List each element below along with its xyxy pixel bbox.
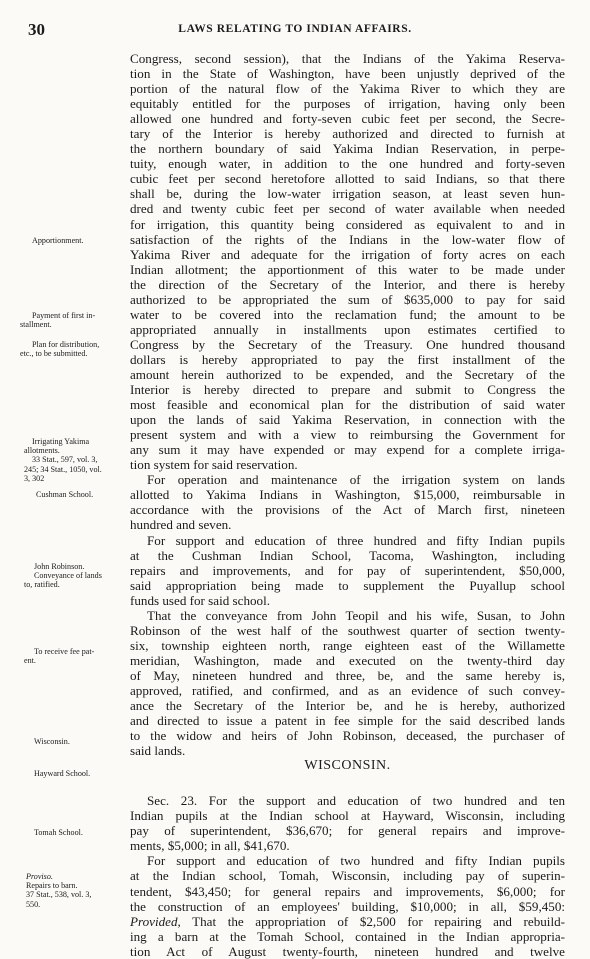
section-heading: WISCONSIN. xyxy=(304,758,391,774)
text-line: upon the lands of said Yakima Reservation, in connection with the xyxy=(130,412,565,428)
margin-note-hayward xyxy=(34,769,90,778)
text-line: approved, ratified, and confirmed, and as an evidence of such convey- xyxy=(130,682,565,698)
text-line: shall be, during the low-water irrigation season, at least seven hun- xyxy=(130,186,565,202)
text-line: cubic feet per second heretofore allotted to said Indians, so that there xyxy=(130,171,565,187)
text-line: the northern boundary of said Yakima Indian Reservation, in perpe- xyxy=(130,141,565,157)
text-line: accordance with the provisions of the Act of March first, nineteen xyxy=(130,502,565,518)
margin-note-line: Conveyance of lands xyxy=(34,571,102,581)
margin-note-fee-patent xyxy=(24,647,124,665)
margin-note-irrigating xyxy=(24,437,124,483)
text-line: dollars is hereby appropriated to pay the first installment of the xyxy=(130,351,565,367)
margin-note-apportionment xyxy=(32,236,83,245)
text-line: appropriated annually in installments upon estimates certified to xyxy=(130,321,565,337)
text-line: For support and education of two hundred and fifty Indian pupils xyxy=(147,853,565,869)
text-line: Yakima River and adequate for the irrigation of forty acres on each xyxy=(130,246,565,262)
text-line: at the Indian school, Tomah, Wisconsin, including pay of superin- xyxy=(130,868,565,884)
text-line: hundred and seven. xyxy=(130,517,232,533)
text-line: tion system for said reservation. xyxy=(130,457,298,473)
margin-note-line: Proviso. xyxy=(26,872,53,881)
text-line: ance the Secretary of the Interior be, and he is hereby, authorized xyxy=(130,698,565,714)
margin-note-robinson xyxy=(24,562,124,590)
text-line: tuity, enough water, in addition to the one hundred and forty-seven xyxy=(130,156,565,172)
text-line: Provided, That the appropriation of $2,500 for repairing and rebuild- xyxy=(130,913,565,929)
text-line: of May, nineteen hundred and three, be, and the same hereby is, xyxy=(130,667,565,683)
text-line: Indian pupils at the Indian school at Hayward, Wisconsin, including xyxy=(130,808,565,824)
margin-note-line: 3, 302 xyxy=(24,473,45,483)
text-line: meridian, Washington, made and executed on the twenty-third day xyxy=(130,652,565,668)
text-line: allowed one hundred and forty-seven cubic feet per second, the Secre- xyxy=(130,111,565,127)
text-line: repairs and improvements, and for pay of superintendent, $50,000, xyxy=(130,562,565,578)
text-line: For support and education of three hundred and fifty Indian pupils xyxy=(147,532,565,548)
margin-note-line: Payment of first in- xyxy=(32,311,96,320)
margin-note-line: To receive fee pat- xyxy=(34,647,95,656)
text-line: ing a barn at the Tomah School, contained in the Indian appropria- xyxy=(130,928,565,944)
margin-note-line: 245; 34 Stat., 1050, vol. xyxy=(24,464,102,474)
margin-note-line: Wisconsin. xyxy=(34,737,70,746)
text-line: Interior is hereby directed to prepare and submit to Congress the xyxy=(130,382,565,398)
text-line: tary of the Interior is hereby authorized and directed to furnish at xyxy=(130,126,565,142)
text-line: satisfaction of the rights of the Indians in the low-water flow of xyxy=(130,231,565,247)
text-line: to the widow and heirs of John Robinson, deceased, the purchaser of xyxy=(130,728,565,744)
margin-note-line: Plan for distribution, xyxy=(32,340,100,349)
text-line: said lands. xyxy=(130,743,186,759)
text-line: amount herein authorized to be expended, and the Secretary of the xyxy=(130,366,565,382)
page-header xyxy=(0,20,590,40)
margin-note-line: Repairs to barn. xyxy=(26,881,78,891)
margin-note-line: Tomah School. xyxy=(34,828,83,837)
text-line: allotted to Yakima Indians in Washington, $15,000, reimbursable in xyxy=(130,487,565,503)
text-line: six, township eighteen north, range eighteen east of the Willamette xyxy=(130,637,565,653)
text-line: any sum it may have expended or may expend for a complete irriga- xyxy=(130,442,565,458)
margin-note-line: Irrigating Yakima xyxy=(32,437,90,446)
text-line: authorized to be appropriated the sum of $635,000 to pay for said xyxy=(130,291,565,307)
text-line: and directed to issue a patent in fee simple for the said described lands xyxy=(130,713,565,729)
running-title: LAWS RELATING TO INDIAN AFFAIRS. xyxy=(178,23,412,35)
text-line: tion in the State of Washington, have been unjustly deprived of the xyxy=(130,66,565,82)
text-line: Sec. 23. For the support and education of two hundred and ten xyxy=(147,793,565,809)
text-line: Robinson of the west half of the southwest quarter of section twenty- xyxy=(130,622,565,638)
margin-note-line: Cushman School. xyxy=(36,490,94,499)
text-line: for irrigation, this quantity being considered as equivalent to and in xyxy=(130,216,565,232)
text-line: the direction of the Secretary of the Interior, and there is hereby xyxy=(130,276,565,292)
margin-note-line: Apportionment. xyxy=(32,236,84,245)
text-line: at the Cushman Indian School, Tacoma, Washington, including xyxy=(130,547,565,563)
margin-note-line: etc., to be submitted. xyxy=(20,349,88,359)
text-line: Indian allotment; the apportionment of this water to be made under xyxy=(130,261,565,277)
margin-note-line: Hayward School. xyxy=(34,769,91,778)
text-line: tion Act of August twenty-fourth, nineteen hundred and twelve xyxy=(130,943,565,959)
text-line: pay of superintendent, $36,670; for general repairs and improve- xyxy=(130,823,565,839)
text-line: present system and with a view to reimbursing the Government for xyxy=(130,427,565,443)
text-line xyxy=(130,773,565,793)
text-line: water to be covered into the reclamation fund; the amount to be xyxy=(130,306,565,322)
text-line: dred and twenty cubic feet per second of water available when needed xyxy=(130,201,565,217)
page-number: 30 xyxy=(28,20,45,39)
text-line: ments, $5,000; in all, $41,670. xyxy=(130,838,290,854)
margin-note-line: John Robinson. xyxy=(34,562,85,571)
text-line: For operation and maintenance of the irrigation system on lands xyxy=(147,472,565,488)
margin-note-line: 37 Stat., 538, vol. 3, xyxy=(26,890,92,900)
text-line: most feasible and economical plan for the distribution of said water xyxy=(130,397,565,413)
margin-note-wisconsin xyxy=(34,737,70,746)
text-line: said appropriation being made to supplement the Puyallup school xyxy=(130,577,565,593)
text-line: Congress by the Secretary of the Treasury. One hundred thousand xyxy=(130,336,565,352)
margin-note-cushman xyxy=(36,490,93,499)
margin-note-line: 550. xyxy=(26,899,41,909)
margin-note-payment xyxy=(20,311,122,329)
text-line: the construction of an employees' building, $10,000; in all, $59,450: xyxy=(130,898,565,914)
body-text xyxy=(130,51,565,959)
text-line: Congress, second session), that the Indians of the Yakima Reserva- xyxy=(130,51,565,66)
text-line: portion of the natural flow of the Yakima River to which they are xyxy=(130,81,565,97)
text-line: tendent, $43,450; for general repairs and improvements, $6,000; for xyxy=(130,883,565,899)
margin-note-line: stallment. xyxy=(20,320,52,330)
text-line: That the conveyance from John Teopil and his wife, Susan, to John xyxy=(147,607,565,623)
text-line: funds used for said school. xyxy=(130,592,271,608)
margin-note-line: to, ratified. xyxy=(24,580,60,590)
text-line: equitably entitled for the purposes of irrigation, having only been xyxy=(130,96,565,112)
margin-note-line: 33 Stat., 597, vol. 3, xyxy=(32,455,98,465)
margin-note-line: allotments. xyxy=(24,446,60,456)
margin-note-proviso xyxy=(26,872,126,909)
margin-note-line: ent. xyxy=(24,656,36,666)
margin-note-tomah xyxy=(34,828,83,837)
margin-note-plan xyxy=(20,340,124,358)
